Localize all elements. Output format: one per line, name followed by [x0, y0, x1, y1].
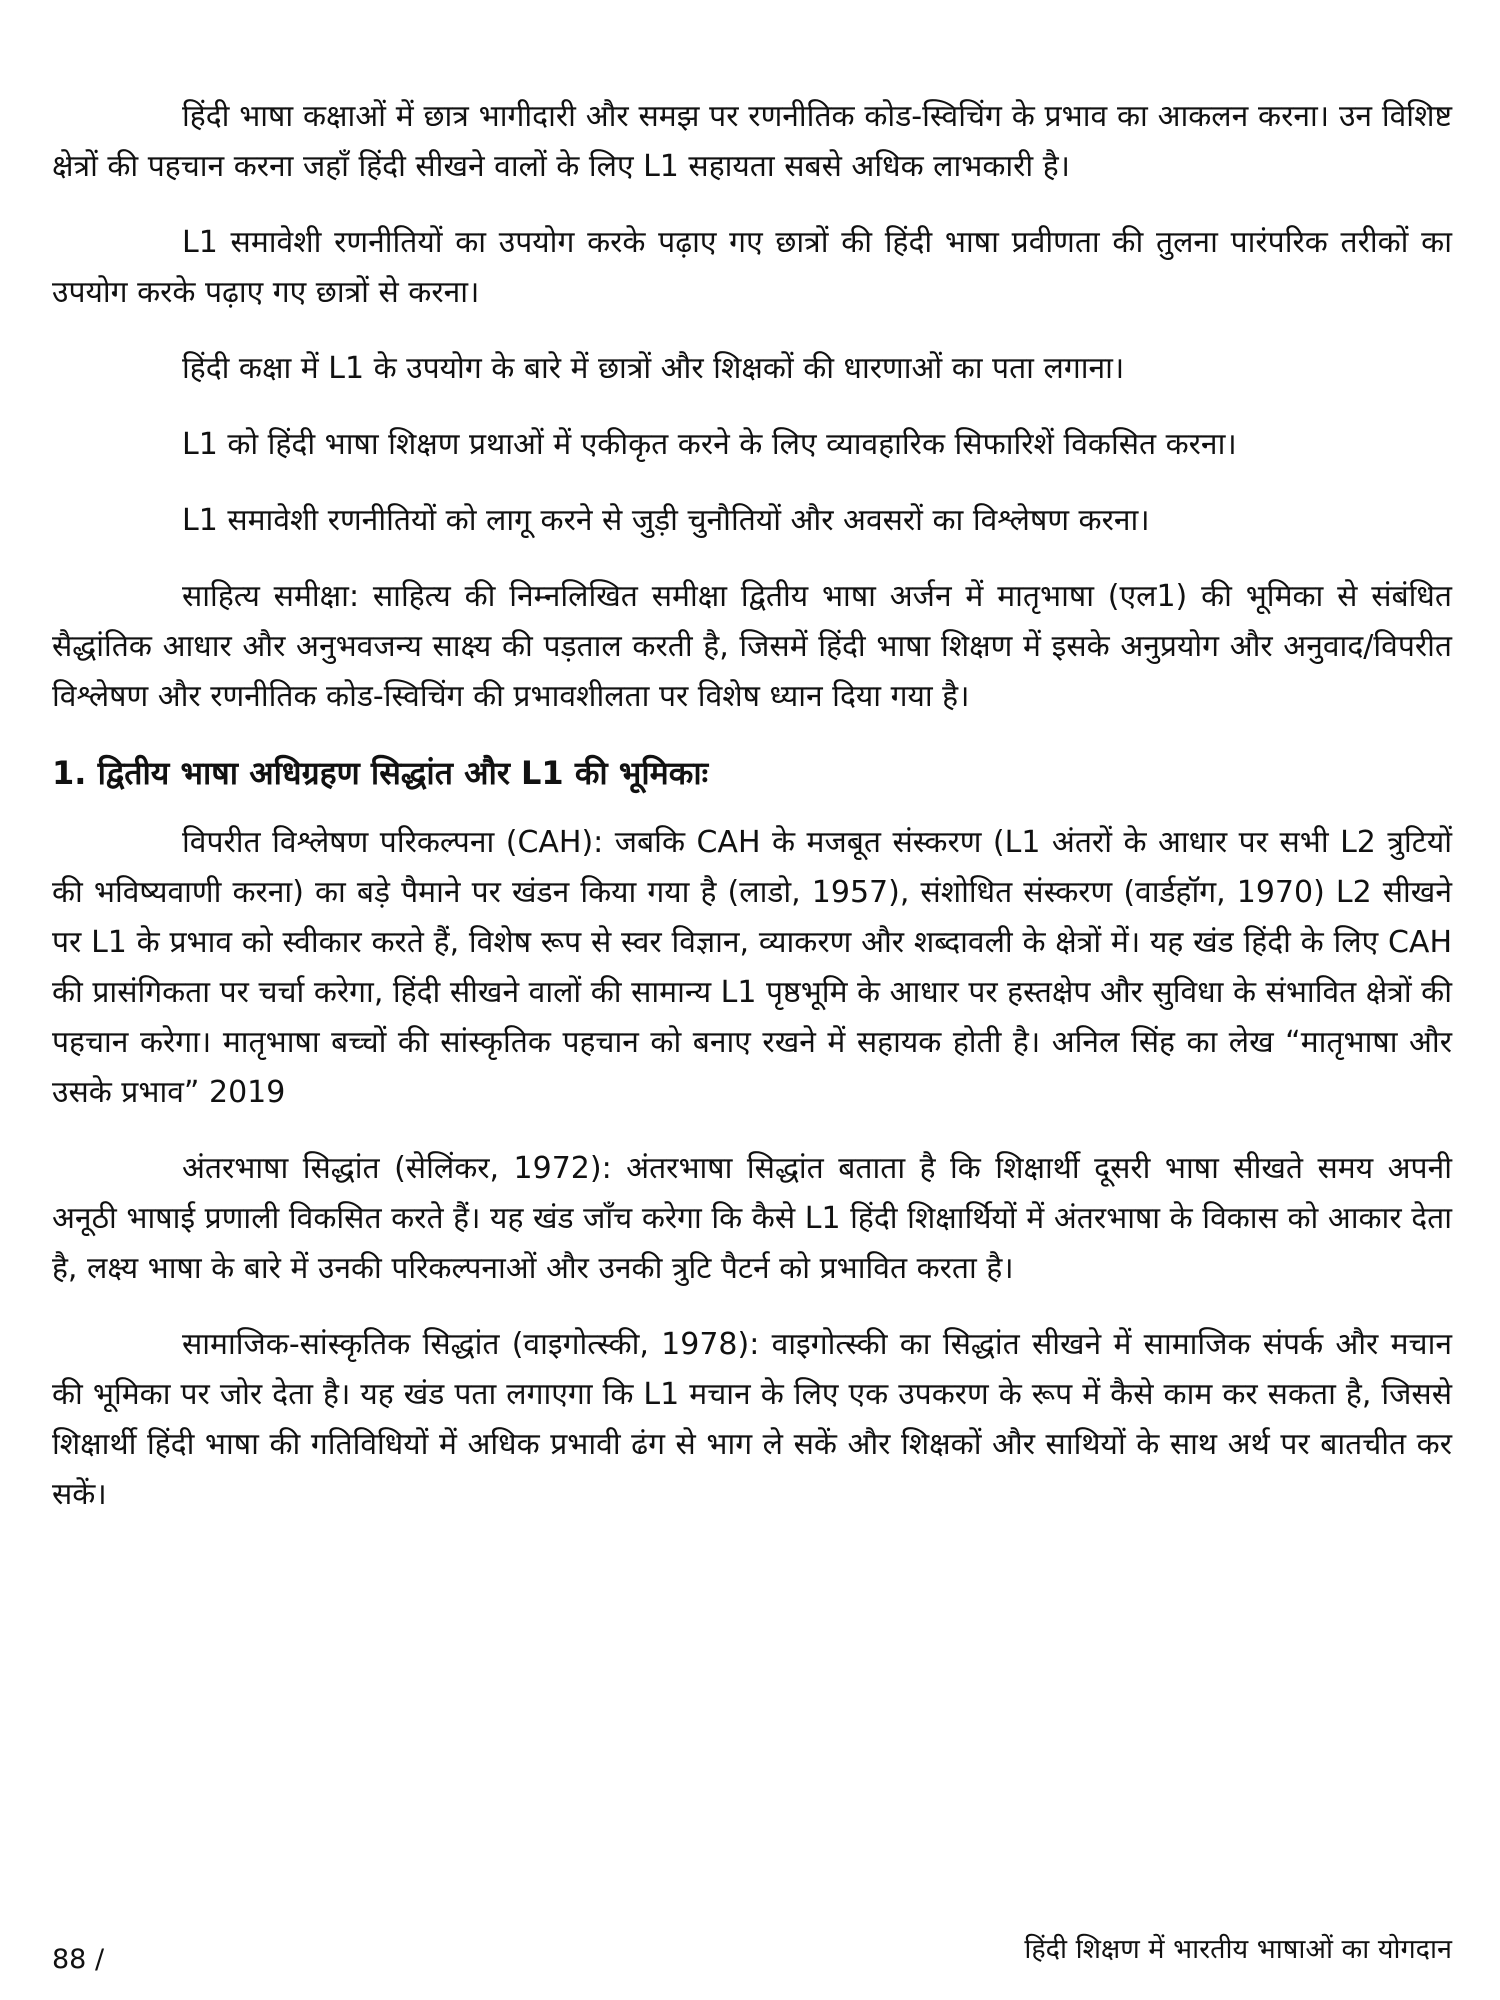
book-title: हिंदी शिक्षण में भारतीय भाषाओं का योगदान	[1024, 1934, 1452, 1965]
paragraph-literature-review: साहित्य समीक्षा: साहित्य की निम्नलिखित समीक्षा द्वितीय भाषा अर्जन में मातृभाषा (एल1) की भूमिका से संबंधित सैद्धांतिक आधार और अनुभवजन्य साक्ष्य की पड़ताल करती है, जिसमें हिंदी भाषा शिक्षण में इसके अनुप्रयोग और अनुवाद/विपरीत विश्लेषण और रणनीतिक कोड-स्विचिंग की प्रभावशीलता पर विशेष ध्यान दिया गया है।	[52, 579, 1452, 714]
paragraph-interlanguage-theory: अंतरभाषा सिद्धांत (सेलिंकर, 1972): अंतरभाषा सिद्धांत बताता है कि शिक्षार्थी दूसरी भाषा सीखते समय अपनी अनूठी भाषाई प्रणाली विकसित करते हैं। यह खंड जाँच करेगा कि कैसे L1 हिंदी शिक्षार्थियों में अंतरभाषा के विकास को आकार देता है, लक्ष्य भाषा के बारे में उनकी परिकल्पनाओं और उनकी त्रुटि पैटर्न को प्रभावित करता है।	[52, 1151, 1452, 1286]
paragraph-objective-perceptions: हिंदी कक्षा में L1 के उपयोग के बारे में छात्रों और शिक्षकों की धारणाओं का पता लगाना।	[182, 351, 1125, 386]
paragraph-sociocultural-theory: सामाजिक-सांस्कृतिक सिद्धांत (वाइगोत्स्की, 1978): वाइगोत्स्की का सिद्धांत सीखने में सामाजिक संपर्क और मचान की भूमिका पर जोर देता है। यह खंड पता लगाएगा कि L1 मचान के लिए एक उपकरण के रूप में कैसे काम कर सकता है, जिससे शिक्षार्थी हिंदी भाषा की गतिविधियों में अधिक प्रभावी ढंग से भाग ले सकें और शिक्षकों और साथियों के साथ अर्थ पर बातचीत कर सकें।	[52, 1327, 1452, 1512]
paragraph-objective-proficiency-comparison: L1 समावेशी रणनीतियों का उपयोग करके पढ़ाए गए छात्रों की हिंदी भाषा प्रवीणता की तुलना पारंपरिक तरीकों का उपयोग करके पढ़ाए गए छात्रों से करना।	[52, 225, 1452, 310]
page-number: 88 /	[52, 1944, 105, 1975]
paragraph-objective-recommendations: L1 को हिंदी भाषा शिक्षण प्रथाओं में एकीकृत करने के लिए व्यावहारिक सिफारिशें विकसित करना।	[182, 427, 1237, 462]
paragraph-contrastive-analysis: विपरीत विश्लेषण परिकल्पना (CAH): जबकि CAH के मजबूत संस्करण (L1 अंतरों के आधार पर सभी L2 त्रुटियों की भविष्यवाणी करना) का बड़े पैमाने पर खंडन किया गया है (लाडो, 1957), संशोधित संस्करण (वार्डहॉग, 1970) L2 सीखने पर L1 के प्रभाव को स्वीकार करते हैं, विशेष रूप से स्वर विज्ञान, व्याकरण और शब्दावली के क्षेत्रों में। यह खंड हिंदी के लिए CAH की प्रासंगिकता पर चर्चा करेगा, हिंदी सीखने वालों की सामान्य L1 पृष्ठभूमि के आधार पर हस्तक्षेप और सुविधा के संभावित क्षेत्रों की पहचान करेगा। मातृभाषा बच्चों की सांस्कृतिक पहचान को बनाए रखने में सहायक होती है। अनिल सिंह का लेख “मातृभाषा और उसके प्रभाव” 2019	[52, 825, 1452, 1110]
paragraph-objective-code-switching: हिंदी भाषा कक्षाओं में छात्र भागीदारी और समझ पर रणनीतिक कोड-स्विचिंग के प्रभाव का आकलन करना। उन विशिष्ट क्षेत्रों की पहचान करना जहाँ हिंदी सीखने वालों के लिए L1 सहायता सबसे अधिक लाभकारी है।	[52, 99, 1452, 184]
section-heading: 1. द्वितीय भाषा अधिग्रहण सिद्धांत और L1 की भूमिकाः	[52, 754, 709, 792]
page-body	[52, 92, 1452, 1546]
paragraph-objective-challenges: L1 समावेशी रणनीतियों को लागू करने से जुड़ी चुनौतियों और अवसरों का विश्लेषण करना।	[182, 503, 1150, 538]
